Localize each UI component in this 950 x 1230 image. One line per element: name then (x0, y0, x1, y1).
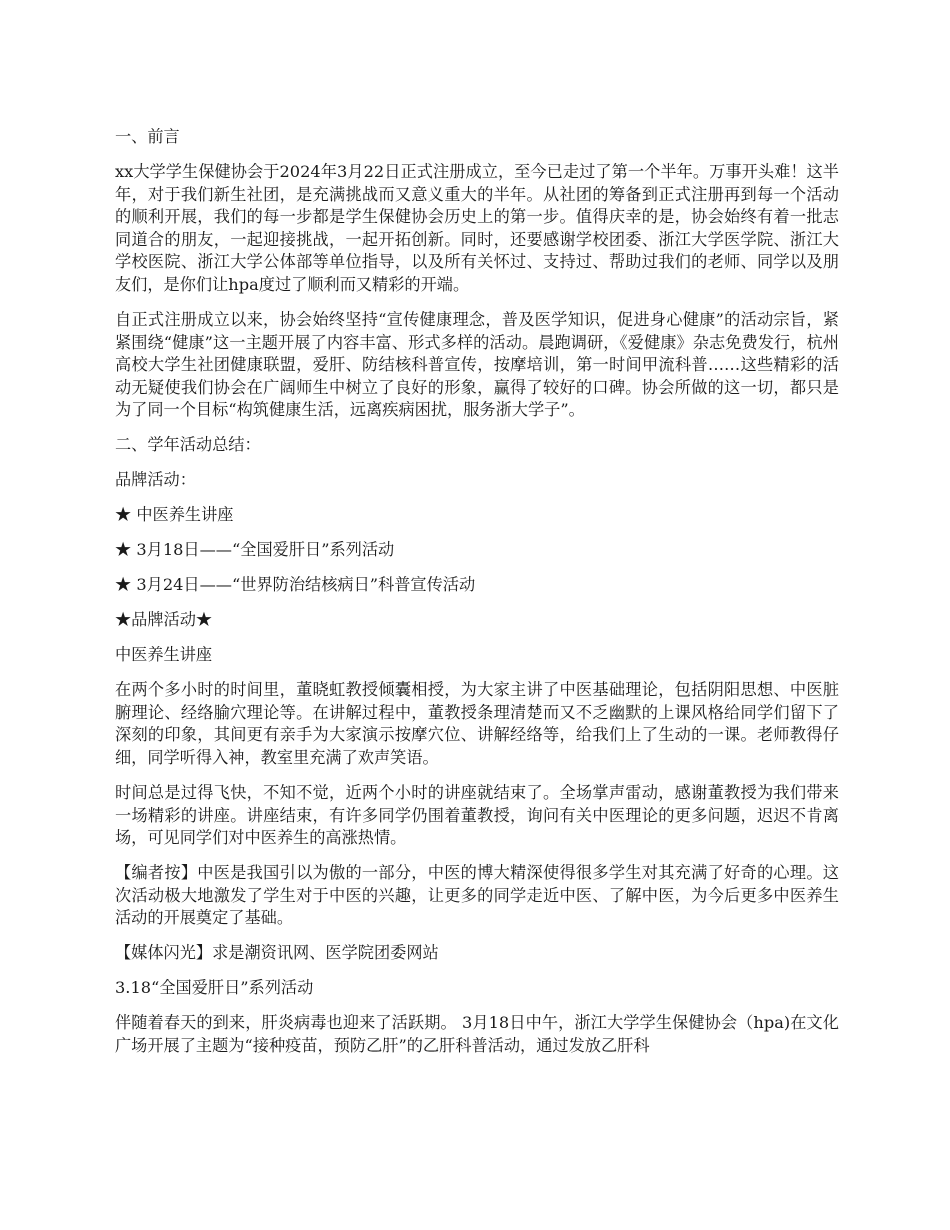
list-item-liver-day: ★ 3月18日——“全国爱肝日”系列活动 (115, 540, 395, 560)
paragraph-activities-overview: 自正式注册成立以来，协会始终坚持“宣传健康理念，普及医学知识，促进身心健康”的活动宗旨，紧紧围绕“健康”这一主题开展了内容丰富、形式多样的活动。晨跑调研，《爱健康》杂志免费发行，杭州高校大学生社团健康联盟，爱肝、防结核科普宣传，按摩培训，第一时间甲流科普……这些精彩的活动无疑使我们协会在广阔师生中树立了良好的形象，赢得了较好的口碑。协会所做的这一切，都只是为了同一个目标“构筑健康生活，远离疾病困扰，服务浙大学子”。 (115, 309, 839, 420)
list-item-tcm-lecture: ★ 中医养生讲座 (115, 505, 234, 525)
section-heading-preface: 一、前言 (115, 127, 180, 146)
list-item-tb-day: ★ 3月24日——“世界防治结核病日”科普宣传活动 (115, 575, 476, 595)
paragraph-editor-note: 【编者按】中医是我国引以为傲的一部分，中医的博大精深使得很多学生对其充满了好奇的心理。这次活动极大地激发了学生对于中医的兴趣，让更多的同学走近中医、了解中医，为今后更多中医养生活动的开展奠定了基础。 (115, 863, 839, 928)
paragraph-lecture-end: 时间总是过得飞快，不知不觉，近两个小时的讲座就结束了。全场掌声雷动，感谢董教授为我们带来一场精彩的讲座。讲座结束，有许多同学仍围着董教授，询问有关中医理论的更多问题，迟迟不肯离场，可见同学们对中医养生的高涨热情。 (115, 782, 839, 848)
paragraph-media: 【媒体闪光】求是潮资讯网、医学院团委网站 (115, 943, 439, 963)
section-heading-summary: 二、学年活动总结： (115, 435, 261, 455)
document-page (115, 126, 839, 1070)
paragraph-intro: xx大学学生保健协会于2024年3月22日正式注册成立，至今已走过了第一个半年。万事开头难！这半年，对于我们新生社团，是充满挑战而又意义重大的半年。从社团的筹备到正式注册再到每一个活动的顺利开展，我们的每一步都是学生保健协会历史上的第一步。值得庆幸的是，协会始终有着一批志同道合的朋友，一起迎接挑战，一起开拓创新。同时，还要感谢学校团委、浙江大学医学院、浙江大学校医院、浙江大学公体部等单位指导，以及所有关怀过、支持过、帮助过我们的老师、同学以及朋友们，是你们让hpa度过了顺利而又精彩的开端。 (115, 161, 839, 294)
subheading-liver-day: 3.18“全国爱肝日”系列活动 (115, 978, 314, 998)
paragraph-lecture-content: 在两个多小时的时间里，董晓虹教授倾囊相授，为大家主讲了中医基础理论，包括阴阳思想、中医脏腑理论、经络腧穴理论等。在讲解过程中，董教授条理清楚而又不乏幽默的上课风格给同学们留下了深刻的印象，其间更有亲手为大家演示按摩穴位、讲解经络等，给我们上了生动的一课。老师教得仔细，同学听得入神，教室里充满了欢声笑语。 (115, 680, 839, 767)
paragraph-liver-day: 伴随着春天的到来，肝炎病毒也迎来了活跃期。 3月18日中午，浙江大学学生保健协会（hpa)在文化广场开展了主题为“接种疫苗，预防乙肝”的乙肝科普活动，通过发放乙肝科 (115, 1013, 839, 1055)
heading-brand-activities: ★品牌活动★ (115, 610, 213, 630)
label-brand-activities: 品牌活动： (115, 470, 196, 490)
subheading-tcm-lecture: 中医养生讲座 (115, 645, 213, 665)
